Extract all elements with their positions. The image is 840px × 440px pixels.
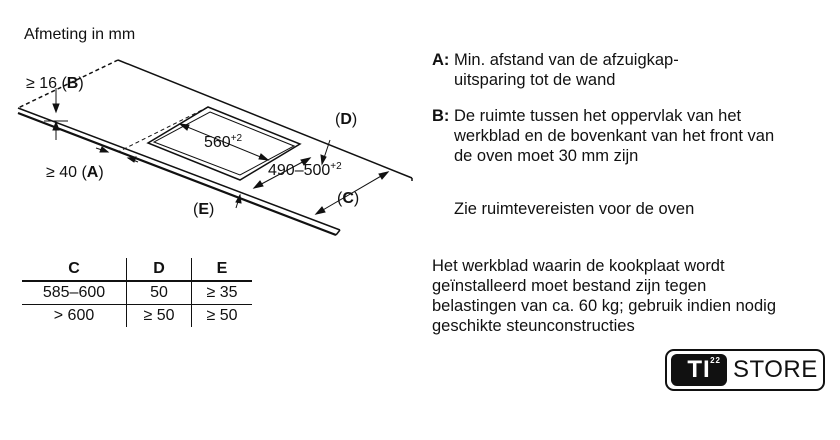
dimension-table [22, 258, 252, 327]
dim-e-label: (E) [193, 201, 215, 218]
ti-store-logo [665, 349, 825, 391]
table-row [22, 305, 252, 328]
cutout-width-label: $560^{+2}$ [204, 133, 243, 151]
table-header-row [22, 258, 252, 281]
dimension-unit-title: Afmeting in mm [24, 26, 136, 43]
logo-word: STORE [733, 356, 818, 383]
table-header-e: E [192, 258, 253, 281]
table-row [22, 281, 252, 305]
dim-d-label: (D) [335, 111, 358, 128]
note-b [432, 106, 812, 166]
logo-mark-sup: 22 [710, 356, 721, 365]
dim-a-label: ≥ 40 (A) [46, 164, 104, 181]
logo-mark-text: TI [687, 356, 711, 383]
table-cell: ≥ 35 [192, 281, 253, 305]
dim-b-label: ≥ 16 (B) [26, 75, 84, 92]
table-cell: ≥ 50 [127, 305, 192, 328]
table-cell: > 600 [22, 305, 127, 328]
table-header-d: D [127, 258, 192, 281]
table-cell: ≥ 50 [206, 307, 238, 324]
note-load-text: Het werkblad waarin de kookplaat wordt geïnstalleerd moet bestand zijn tegen belastingen van ca. 60 kg; gebruik indien nodig geschikte steunconstructies [432, 257, 776, 335]
note-b-text: De ruimte tussen het oppervlak van het werkblad en de bovenkant van het front van de oven moet 30 mm zijn [454, 107, 775, 165]
logo-mark [671, 354, 727, 386]
note-a-key: A: [432, 51, 450, 69]
note-load [432, 256, 792, 336]
table-header-c: C [22, 258, 127, 281]
cutout-depth-label: $490-500^{+2}$ [268, 161, 342, 179]
table-cell: 50 [127, 281, 192, 305]
note-oven-text: Zie ruimtevereisten voor de oven [454, 200, 695, 218]
table-cell: 585–600 [22, 281, 127, 305]
note-a [432, 50, 812, 90]
dim-c-label: (C) [337, 190, 360, 207]
note-b-key: B: [432, 107, 450, 125]
note-oven [454, 199, 694, 219]
note-a-text: Min. afstand van de afzuigkap-uitsparing tot de wand [454, 51, 679, 89]
